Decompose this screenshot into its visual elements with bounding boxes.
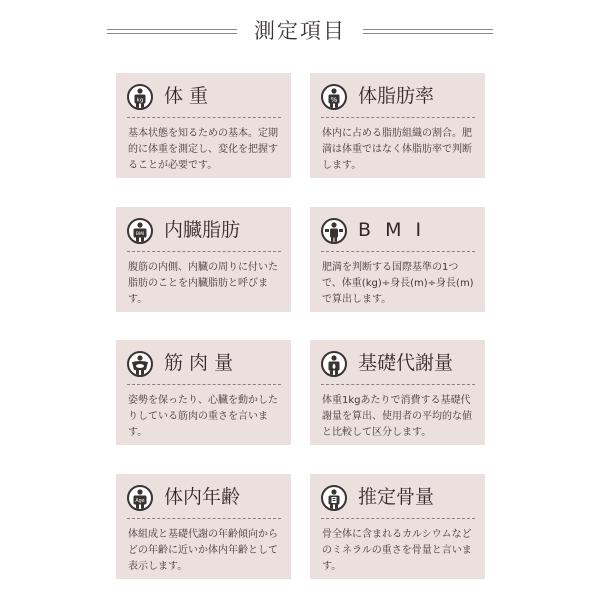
section-header <box>0 14 600 48</box>
card-divider <box>127 251 281 252</box>
bmi-person-icon <box>127 218 153 244</box>
card-divider <box>321 251 475 252</box>
card-weight <box>116 73 291 178</box>
card-divider <box>127 384 281 385</box>
svg-text:%: % <box>330 95 338 104</box>
bone-person-icon <box>321 485 347 511</box>
card-bmi <box>310 207 485 312</box>
card-title: 筋 肉 量 <box>164 352 234 374</box>
percent-person-icon <box>321 84 347 110</box>
measure-person-icon <box>321 218 347 244</box>
svg-text:BMI: BMI <box>135 232 145 237</box>
header-divider-right <box>363 29 493 34</box>
card-title: 体内年齢 <box>164 486 241 508</box>
card-divider <box>321 384 475 385</box>
card-title: 推定骨量 <box>358 486 435 508</box>
card-description: 肥満を判断する国際基準の1つで、体重(kg)÷身長(m)÷身長(m)で算出します。 <box>322 262 474 305</box>
card-title: B M I <box>358 219 426 241</box>
svg-text:kg: kg <box>136 97 144 104</box>
card-title: 内臓脂肪 <box>164 219 241 241</box>
card-divider <box>321 518 475 519</box>
card-title: 体 重 <box>164 85 209 107</box>
card-body-fat <box>310 73 485 178</box>
card-muscle-mass <box>116 340 291 445</box>
age-person-icon <box>127 485 153 511</box>
card-description: 体重1kgあたりで消費する基礎代謝量を算出、使用者の平均的な値と比較して区分します。 <box>322 395 472 438</box>
metabolism-person-icon <box>321 351 347 377</box>
card-visceral-fat <box>116 207 291 312</box>
card-body-age <box>116 474 291 579</box>
page-title: 測定項目 <box>254 19 346 43</box>
card-description: 姿勢を保ったり、心臓を動かしたりしている筋肉の重さを言います。 <box>128 395 278 438</box>
card-title: 体脂肪率 <box>358 85 435 107</box>
svg-text:Age: Age <box>135 499 145 505</box>
card-divider <box>127 117 281 118</box>
card-divider <box>127 518 281 519</box>
card-bone-mass <box>310 474 485 579</box>
muscle-person-icon <box>127 351 153 377</box>
card-description: 骨全体に含まれるカルシウムなどのミネラルの重さを骨量と言います。 <box>322 529 472 572</box>
card-divider <box>321 117 475 118</box>
card-description: 腹筋の内側、内臓の周りに付いた脂肪のことを内臓脂肪と呼びます。 <box>128 262 278 305</box>
card-description: 体内に占める脂肪組織の割合。肥満は体重ではなく体脂肪率で判断します。 <box>322 128 472 171</box>
card-title: 基礎代謝量 <box>358 352 454 374</box>
header-divider-left <box>107 29 237 34</box>
card-description: 体組成と基礎代謝の年齢傾向からどの年齢に近いか体内年齢として表示します。 <box>128 529 278 572</box>
card-description: 基本状態を知るための基本。定期的に体重を測定し、変化を把握することが必要です。 <box>128 128 278 171</box>
kg-person-icon <box>127 84 153 110</box>
card-basal-metabolism <box>310 340 485 445</box>
